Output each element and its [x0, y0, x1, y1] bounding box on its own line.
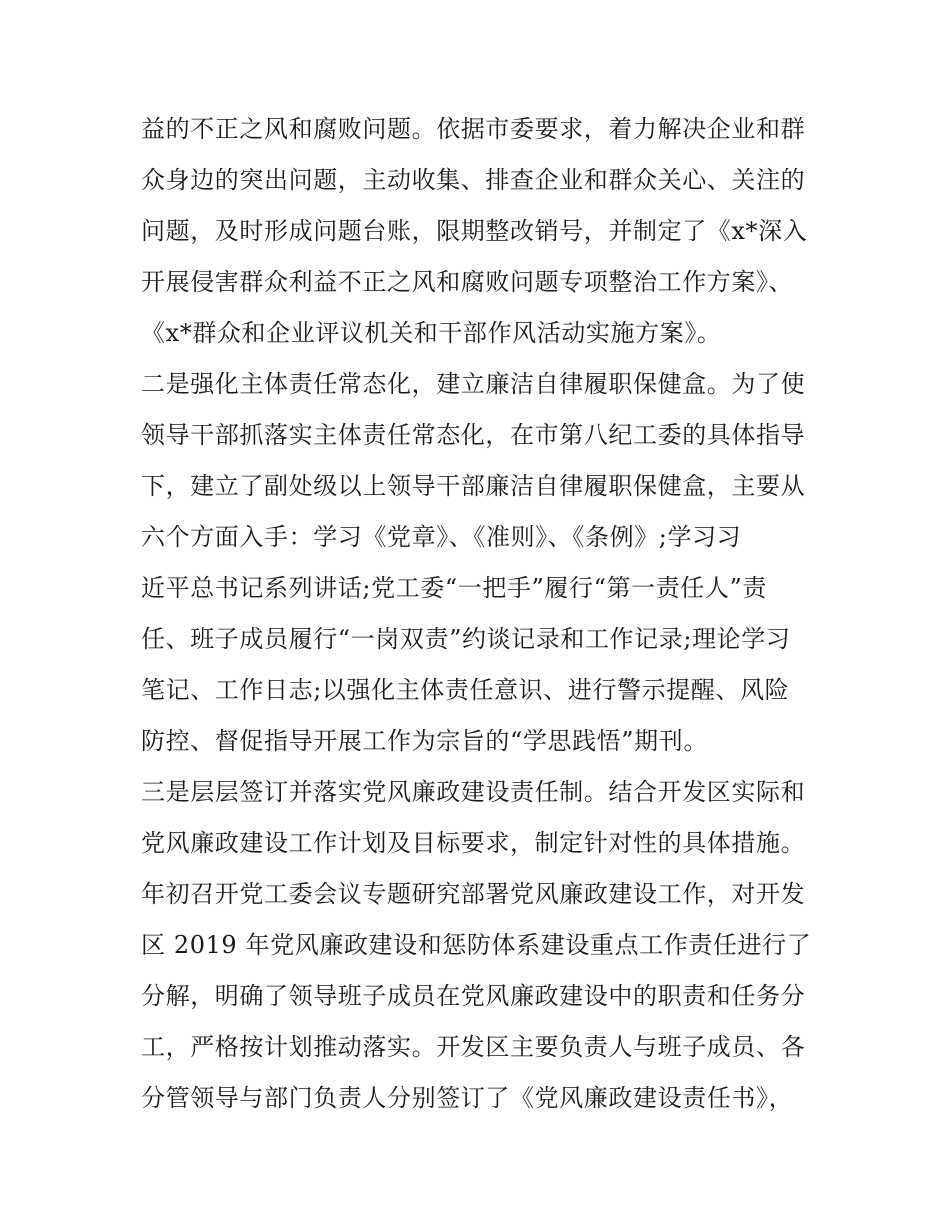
- text-line: 众身边的突出问题，主动收集、排查企业和群众关心、关注的: [141, 166, 806, 194]
- text-line: 三是层层签订并落实党风廉政建设责任制。结合开发区实际和: [141, 778, 806, 806]
- text-line: 近平总书记系列讲话;党工委“一把手”履行“第一责任人”责: [141, 574, 767, 602]
- text-line: 年初召开党工委会议专题研究部署党风廉政建设工作，对开发: [141, 880, 806, 908]
- text-line: 防控、督促指导开展工作为宗旨的“学思践悟”期刊。: [141, 727, 708, 755]
- text-line: 问题，及时形成问题台账，限期整改销号，并制定了《x*深入: [141, 217, 808, 245]
- text-line: 开展侵害群众利益不正之风和腐败问题专项整治工作方案》、: [141, 268, 794, 296]
- text-line: 分管领导与部门负责人分别签订了《党风廉政建设责任书》，: [141, 1084, 794, 1112]
- text-line: 二是强化主体责任常态化，建立廉洁自律履职保健盒。为了使: [141, 370, 806, 398]
- text-line: 区 2019 年党风廉政建设和惩防体系建设重点工作责任进行了: [141, 931, 812, 959]
- text-line: 六个方面入手：学习《党章》、《准则》、《条例》;学习习: [141, 523, 742, 551]
- text-line: 领导干部抓落实主体责任常态化，在市第八纪工委的具体指导: [141, 421, 806, 449]
- text-line: 分解，明确了领导班子成员在党风廉政建设中的职责和任务分: [141, 982, 806, 1010]
- text-line: 《x*群众和企业评议机关和干部作风活动实施方案》。: [141, 319, 722, 347]
- text-line: 益的不正之风和腐败问题。依据市委要求，着力解决企业和群: [141, 115, 806, 143]
- text-line: 任、班子成员履行“一岗双责”约谈记录和工作记录;理论学习: [141, 625, 791, 653]
- text-line: 下，建立了副处级以上领导干部廉洁自律履职保健盒，主要从: [141, 472, 806, 500]
- text-line: 党风廉政建设工作计划及目标要求，制定针对性的具体措施。: [141, 829, 806, 857]
- text-line: 工，严格按计划推动落实。开发区主要负责人与班子成员、各: [141, 1033, 806, 1061]
- text-line: 笔记、工作日志;以强化主体责任意识、进行警示提醒、风险: [141, 676, 790, 704]
